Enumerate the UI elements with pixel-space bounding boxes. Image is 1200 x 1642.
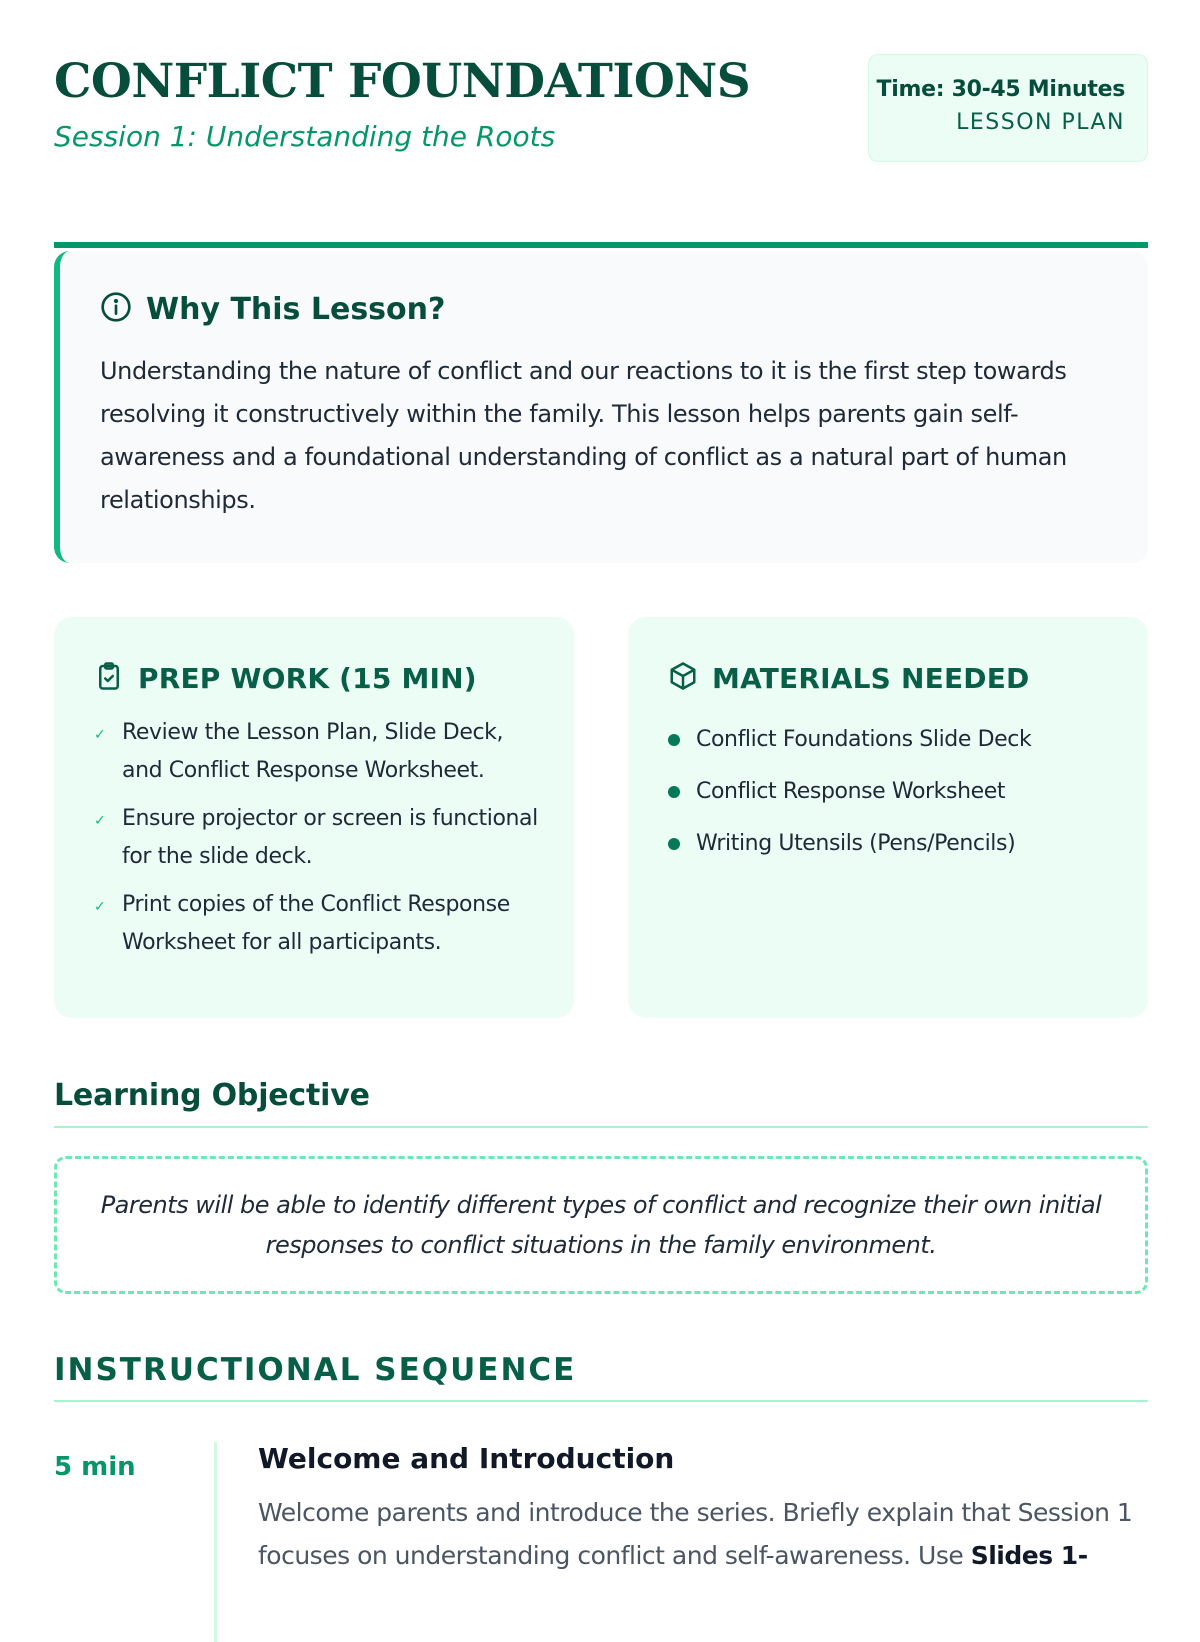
step-description <box>258 1491 1148 1577</box>
why-lesson-header <box>100 291 1102 328</box>
sequence-step <box>54 1442 1148 1642</box>
step-content <box>258 1442 1148 1577</box>
prep-work-card <box>54 617 574 1018</box>
box-icon <box>668 661 698 696</box>
list-item <box>94 800 544 876</box>
lesson-plan-page <box>54 0 1148 1600</box>
step-time: 5 min <box>54 1452 136 1482</box>
timeline-line <box>214 1442 217 1642</box>
check-icon: ✓ <box>94 812 106 828</box>
session-subtitle: Session 1: Understanding the Roots <box>54 120 556 153</box>
clipboard-check-icon <box>94 661 124 696</box>
header <box>54 52 1148 197</box>
learning-objective-text: Parents will be able to identify different types of conflict and recognize their own initial responses to conflict situations in the family environment. <box>100 1191 1102 1259</box>
list-item <box>668 766 1118 818</box>
materials-list <box>668 714 1118 870</box>
check-icon: ✓ <box>94 898 106 914</box>
bullet-dot <box>668 734 680 746</box>
time-badge <box>868 54 1148 162</box>
info-icon <box>100 291 132 328</box>
step-description-text: Welcome parents and introduce the series. Briefly explain that Session 1 focuses on understanding conflict and self-awareness. Use <box>258 1498 1133 1570</box>
prep-work-title: PREP WORK (15 MIN) <box>138 662 477 695</box>
bullet-dot <box>668 786 680 798</box>
learning-objective-box <box>54 1156 1148 1294</box>
badge-time: Time: 30-45 Minutes <box>876 77 1125 102</box>
instructional-sequence-divider <box>54 1400 1148 1402</box>
list-item <box>94 714 544 790</box>
materials-header <box>668 661 1118 696</box>
prep-work-header <box>94 661 544 696</box>
slide-reference: Slides 1- <box>970 1541 1088 1570</box>
materials-title: MATERIALS NEEDED <box>712 662 1030 695</box>
badge-label: LESSON PLAN <box>956 110 1125 135</box>
prep-work-list <box>94 714 544 962</box>
material-item-text: Conflict Foundations Slide Deck <box>696 727 1032 752</box>
step-title: Welcome and Introduction <box>258 1442 675 1475</box>
material-item-text: Conflict Response Worksheet <box>696 779 1006 804</box>
materials-card <box>628 617 1148 1018</box>
learning-objective-divider <box>54 1126 1148 1128</box>
instructional-sequence-heading: INSTRUCTIONAL SEQUENCE <box>54 1352 577 1388</box>
bullet-dot <box>668 838 680 850</box>
header-divider <box>54 242 1148 248</box>
list-item <box>668 818 1118 870</box>
check-icon: ✓ <box>94 726 106 742</box>
prep-item-text: Review the Lesson Plan, Slide Deck, and Conflict Response Worksheet. <box>122 720 504 783</box>
why-lesson-title: Why This Lesson? <box>146 292 446 327</box>
learning-objective-heading: Learning Objective <box>54 1078 370 1113</box>
list-item <box>668 714 1118 766</box>
why-lesson-body: Understanding the nature of conflict and our reactions to it is the first step towards resolving it constructively within the family. This lesson helps parents gain self-awareness and a foundational understanding of conflict as a natural part of human relationships. <box>100 357 1067 514</box>
why-lesson-box <box>54 251 1148 563</box>
material-item-text: Writing Utensils (Pens/Pencils) <box>696 831 1016 856</box>
page-title: CONFLICT FOUNDATIONS <box>54 54 751 109</box>
prep-item-text: Print copies of the Conflict Response Worksheet for all participants. <box>122 892 510 955</box>
prep-item-text: Ensure projector or screen is functional for the slide deck. <box>122 806 538 869</box>
list-item <box>94 886 544 962</box>
